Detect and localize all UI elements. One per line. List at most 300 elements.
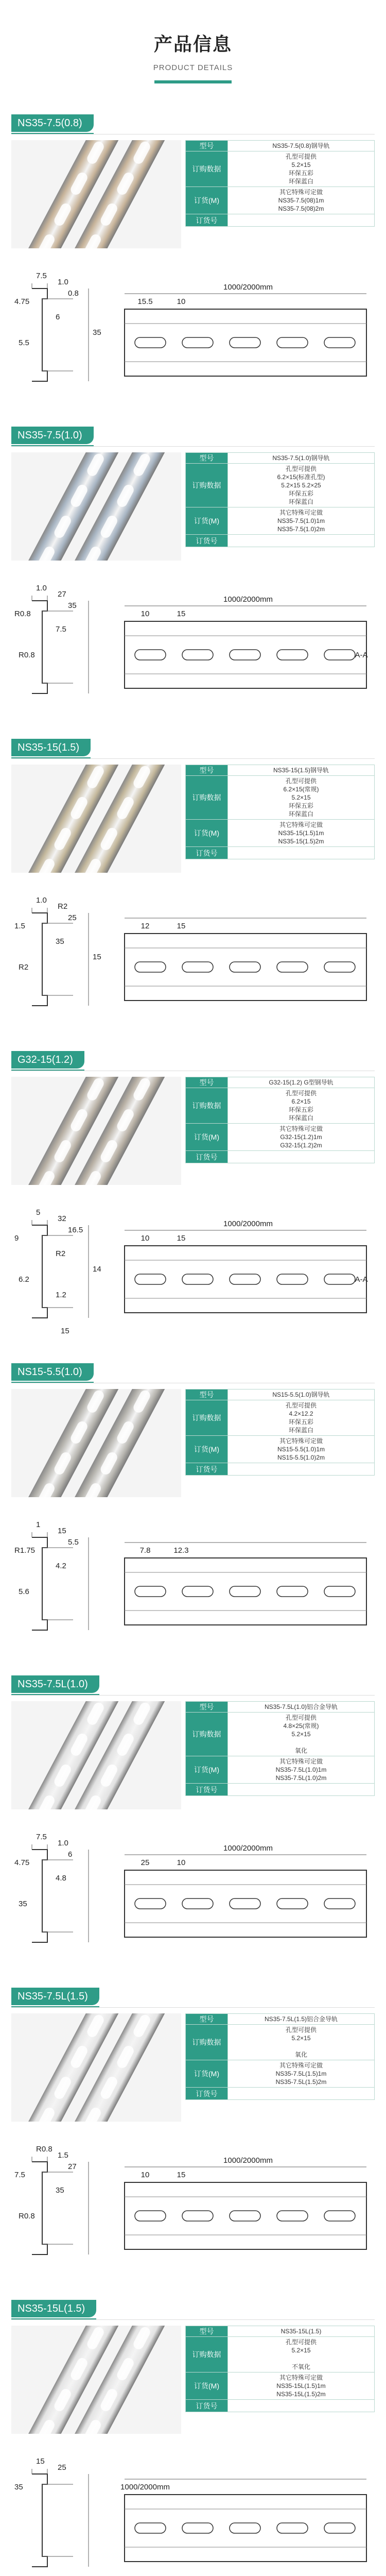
spec-text bbox=[228, 2400, 375, 2412]
plan-drawing bbox=[114, 1824, 375, 1968]
spec-label: 订货(M) bbox=[186, 1756, 228, 1784]
profile-dimension-label: 4.8 bbox=[56, 1874, 66, 1883]
product-section bbox=[0, 1981, 386, 2294]
spec-line: 其它特殊可定做 bbox=[279, 1437, 323, 1445]
spec-line bbox=[230, 2042, 372, 2050]
rail-plan-outline bbox=[125, 621, 366, 688]
spec-line: NS35-7.5L(1.5)1m bbox=[275, 2070, 327, 2077]
profile-outline bbox=[32, 913, 47, 1006]
plan-dimension-label: 1000/2000mm bbox=[120, 2483, 170, 2492]
profile-dimension-label: 14 bbox=[93, 1265, 101, 1274]
profile-dimension-label: 1.2 bbox=[56, 1291, 66, 1299]
rail-slot bbox=[69, 171, 89, 196]
spec-label: 订货号 bbox=[186, 1151, 228, 1163]
profile-dimension-label: 15 bbox=[58, 1527, 66, 1535]
spec-label: 订购数据 bbox=[186, 776, 228, 820]
profile-dimension-label: 35 bbox=[93, 328, 101, 337]
spec-line: 其它特殊可定做 bbox=[279, 509, 323, 516]
spec-label: 订购数据 bbox=[186, 1400, 228, 1436]
spec-label: 订购数据 bbox=[186, 151, 228, 187]
slot-outline bbox=[324, 2523, 355, 2533]
rail-plan-outline bbox=[125, 1558, 366, 1625]
plan-dimension-label: 7.8 bbox=[139, 1546, 151, 1555]
profile-dimension-label: 1.5 bbox=[58, 2151, 68, 2160]
spec-table bbox=[185, 1389, 375, 1476]
dimension-lines bbox=[32, 1844, 73, 1932]
spec-line: 6.2×15(常规) bbox=[283, 786, 319, 793]
rail-slot bbox=[69, 1732, 89, 1757]
slot-outline bbox=[182, 650, 213, 660]
rail-slot bbox=[69, 1107, 89, 1133]
rail-plan-outline bbox=[125, 934, 366, 1001]
rail-slot bbox=[52, 2075, 73, 2100]
product-section bbox=[0, 1045, 386, 1357]
plan-drawing bbox=[114, 263, 375, 407]
rail-slot bbox=[99, 826, 119, 852]
spec-line: 环保蓝白 bbox=[288, 1427, 313, 1434]
spec-value bbox=[228, 1400, 375, 1436]
slot-outline bbox=[135, 1274, 166, 1284]
dimension-lines bbox=[32, 1532, 73, 1620]
profile-dimension-label: 35 bbox=[68, 601, 77, 610]
spec-text bbox=[228, 1463, 375, 1476]
spec-text: NS35-7.5L(1.5)铝合金导轨 bbox=[228, 2014, 375, 2025]
spec-label: 型号 bbox=[186, 1702, 228, 1713]
rail-slot bbox=[132, 1077, 152, 1102]
profile-dimension-label: 5.5 bbox=[68, 1538, 79, 1547]
slot-outline bbox=[135, 1586, 166, 1597]
spec-line: NS35-15(1.5)2m bbox=[278, 838, 324, 845]
spec-value bbox=[228, 1713, 375, 1756]
page-header bbox=[0, 0, 386, 108]
profile-dimension-label: 25 bbox=[68, 913, 77, 922]
profile-dimension-label: 4.75 bbox=[14, 297, 30, 306]
rail-slot bbox=[99, 1138, 119, 1164]
plan-dimension-label: 1000/2000mm bbox=[223, 283, 273, 292]
plan-drawing bbox=[114, 1512, 375, 1656]
rail-slot bbox=[52, 514, 73, 539]
spec-line: 孔型可提供 bbox=[285, 1090, 317, 1097]
profile-dimension-label: R1.75 bbox=[14, 1546, 36, 1555]
rail-slot bbox=[132, 1389, 152, 1414]
slot-outline bbox=[230, 1274, 260, 1284]
spec-line: NS35-7.5(08)2m bbox=[278, 205, 324, 212]
spec-line: 孔型可提供 bbox=[285, 2026, 317, 2033]
rail-slot bbox=[132, 452, 152, 478]
page-title: 产品信息 bbox=[153, 33, 232, 55]
slot-outline bbox=[135, 1899, 166, 1909]
spec-value bbox=[228, 820, 375, 847]
slot-outline bbox=[324, 962, 355, 972]
spec-line: 孔型可提供 bbox=[285, 777, 317, 785]
spec-text bbox=[228, 214, 375, 227]
spec-line: 环保五彩 bbox=[288, 1418, 313, 1426]
profile-dimension-label: 4.2 bbox=[56, 1562, 66, 1570]
spec-line: 氧化 bbox=[294, 2051, 307, 2058]
profile-dimension-label: 7.5 bbox=[56, 625, 66, 634]
spec-line: 孔型可提供 bbox=[285, 153, 317, 160]
spec-line: G32-15(1.2)1m bbox=[280, 1133, 322, 1141]
rail-slot bbox=[115, 795, 135, 821]
dimension-lines bbox=[32, 908, 73, 995]
slot-outline bbox=[324, 337, 355, 348]
section-tag: G32-15(1.2) bbox=[11, 1051, 84, 1069]
spec-label: 订购数据 bbox=[186, 464, 228, 507]
rail-slot bbox=[52, 201, 73, 227]
spec-text: NS35-7.5(1.0)钢导轨 bbox=[228, 453, 375, 464]
profile-dimension-label: 16.5 bbox=[68, 1226, 83, 1234]
rail-slot bbox=[36, 857, 56, 873]
spec-line: 5.2×15 bbox=[291, 2035, 311, 2042]
spec-label: 订货(M) bbox=[186, 187, 228, 214]
spec-table bbox=[185, 1701, 375, 1796]
spec-label: 订货(M) bbox=[186, 820, 228, 847]
profile-dimension-label: R2 bbox=[19, 963, 29, 972]
rail-slot bbox=[82, 2106, 102, 2122]
slot-outline bbox=[230, 650, 260, 660]
rail-plan-outline bbox=[125, 1246, 366, 1313]
profile-dimension-label: 5.6 bbox=[19, 1587, 29, 1596]
rail-slot bbox=[36, 1481, 56, 1497]
spec-line: 孔型可提供 bbox=[285, 1402, 317, 1409]
slot-outline bbox=[230, 962, 260, 972]
rail-slot bbox=[99, 2075, 119, 2100]
profile-dimension-label: 1 bbox=[36, 1520, 41, 1529]
profile-dimension-label: 35 bbox=[56, 937, 64, 946]
plan-dimension-label: 10 bbox=[141, 2171, 150, 2179]
spec-line: NS35-7.5(1.0)1m bbox=[277, 517, 325, 524]
slot-outline bbox=[324, 1274, 355, 1284]
spec-line: 环保蓝白 bbox=[288, 810, 313, 818]
dimension-lines bbox=[32, 283, 73, 371]
rail-slot bbox=[36, 545, 56, 561]
profile-dimension-label: 1.0 bbox=[58, 1839, 68, 1848]
profile-dimension-label: 1.0 bbox=[36, 896, 47, 905]
slot-outline bbox=[230, 1899, 260, 1909]
profile-dimension-label: 15 bbox=[36, 2457, 45, 2466]
rail-slot bbox=[115, 2356, 135, 2382]
rail-slot bbox=[99, 201, 119, 227]
spec-line: 孔型可提供 bbox=[285, 2338, 317, 2346]
spec-line: NS35-7.5L(1.0)2m bbox=[275, 1774, 327, 1782]
spec-line: 孔型可提供 bbox=[285, 1714, 317, 1721]
profile-outline bbox=[32, 1850, 47, 1942]
spec-line: 其它特殊可定做 bbox=[279, 189, 323, 196]
profile-dimension-label: R0.8 bbox=[36, 2145, 52, 2154]
spec-value bbox=[228, 1088, 375, 1124]
spec-label: 型号 bbox=[186, 765, 228, 776]
plan-dimension-label: 10 bbox=[141, 609, 150, 618]
spec-label: 订货(M) bbox=[186, 2372, 228, 2400]
spec-value bbox=[228, 776, 375, 820]
product-photo bbox=[11, 1701, 181, 1809]
profile-drawing bbox=[11, 1824, 109, 1968]
spec-line: 环保五彩 bbox=[288, 170, 313, 177]
rail-slot bbox=[52, 1450, 73, 1476]
spec-line: NS35-15L(1.5)1m bbox=[276, 2382, 326, 2389]
profile-drawing bbox=[11, 575, 109, 719]
profile-dimension-label: 5.5 bbox=[19, 338, 29, 347]
rail-slot bbox=[85, 1701, 106, 1726]
product-sections bbox=[0, 108, 386, 2576]
slot-outline bbox=[324, 2211, 355, 2221]
spec-text bbox=[228, 1784, 375, 1796]
profile-dimension-label: R2 bbox=[58, 902, 68, 911]
slot-outline bbox=[182, 2211, 213, 2221]
spec-line: 环保五彩 bbox=[288, 1106, 313, 1113]
rail-slot bbox=[52, 826, 73, 852]
plan-dimension-label: 10 bbox=[177, 1858, 186, 1867]
product-photo bbox=[11, 140, 181, 248]
profile-dimension-label: 6 bbox=[56, 313, 60, 321]
profile-drawing bbox=[11, 887, 109, 1031]
spec-line: 5.2×15 bbox=[291, 161, 311, 168]
spec-value bbox=[228, 151, 375, 187]
rail-slot bbox=[85, 452, 106, 478]
profile-outline bbox=[32, 2162, 47, 2255]
slot-outline bbox=[135, 962, 166, 972]
spec-table bbox=[185, 2013, 375, 2100]
profile-dimension-label: 1.5 bbox=[14, 922, 25, 930]
profile-drawing bbox=[11, 2136, 109, 2280]
rail-slot bbox=[132, 2013, 152, 2039]
slot-outline bbox=[182, 2523, 213, 2533]
rail-slot bbox=[132, 2326, 152, 2351]
profile-dimension-label: 7.5 bbox=[14, 2171, 25, 2179]
spec-line: 5.2×15 bbox=[291, 2347, 311, 2354]
rail-slot bbox=[99, 1450, 119, 1476]
spec-label: 订货号 bbox=[186, 535, 228, 547]
slot-outline bbox=[135, 337, 166, 348]
section-tag: NS15-5.5(1.0) bbox=[11, 1363, 94, 1381]
profile-dimension-label: 6.2 bbox=[19, 1275, 29, 1284]
spec-value bbox=[228, 464, 375, 507]
spec-value bbox=[228, 2337, 375, 2372]
slot-outline bbox=[277, 2211, 308, 2221]
slot-outline bbox=[277, 650, 308, 660]
rail-slot bbox=[115, 483, 135, 509]
profile-drawing bbox=[11, 1512, 109, 1656]
spec-table bbox=[185, 452, 375, 547]
section-divider bbox=[11, 2007, 375, 2008]
profile-dimension-label: 35 bbox=[19, 1900, 27, 1908]
spec-line: NS15-5.5(1.0)2m bbox=[277, 1454, 325, 1461]
rail-slot bbox=[82, 1169, 102, 1185]
plan-dimension-label: 15 bbox=[177, 609, 186, 618]
rail-slot bbox=[85, 2326, 106, 2351]
spec-label: 型号 bbox=[186, 1389, 228, 1400]
spec-text: NS35-15L(1.5) bbox=[228, 2326, 375, 2337]
slot-outline bbox=[277, 1899, 308, 1909]
plan-dimension-label: A-A bbox=[355, 651, 368, 659]
profile-dimension-label: 25 bbox=[58, 2463, 66, 2472]
profile-dimension-label: 1.0 bbox=[36, 584, 47, 592]
spec-text bbox=[228, 2088, 375, 2100]
profile-dimension-label: 4.75 bbox=[14, 1858, 30, 1867]
spec-line: 其它特殊可定做 bbox=[279, 821, 323, 828]
profile-dimension-label: 27 bbox=[68, 2162, 77, 2171]
plan-dimension-label: 15 bbox=[177, 2171, 186, 2179]
plan-dimension-label: 25 bbox=[141, 1858, 150, 1867]
spec-text bbox=[228, 535, 375, 547]
profile-outline bbox=[32, 601, 47, 693]
rail-slot bbox=[52, 2387, 73, 2413]
rail-slot bbox=[52, 1762, 73, 1788]
spec-line: 5.2×15 bbox=[291, 1731, 311, 1738]
spec-label: 型号 bbox=[186, 453, 228, 464]
spec-label: 订货(M) bbox=[186, 1436, 228, 1463]
slot-outline bbox=[182, 1586, 213, 1597]
product-photo bbox=[11, 765, 181, 873]
spec-label: 订货号 bbox=[186, 1784, 228, 1796]
spec-line: 6.2×15(标准孔型) bbox=[277, 473, 325, 481]
slot-outline bbox=[277, 2523, 308, 2533]
dimension-lines bbox=[32, 2469, 73, 2556]
spec-label: 订购数据 bbox=[186, 2337, 228, 2372]
spec-line: 孔型可提供 bbox=[285, 465, 317, 472]
spec-line: NS35-7.5L(1.5)2m bbox=[275, 2078, 327, 2086]
spec-table bbox=[185, 1077, 375, 1163]
slot-outline bbox=[135, 2523, 166, 2533]
spec-table bbox=[185, 765, 375, 859]
rail-slot bbox=[115, 2044, 135, 2070]
product-section bbox=[0, 2294, 386, 2576]
rail-slot bbox=[36, 232, 56, 248]
spec-value bbox=[228, 1124, 375, 1151]
product-photo bbox=[11, 452, 181, 561]
rail-slot bbox=[82, 857, 102, 873]
slot-outline bbox=[135, 2211, 166, 2221]
slot-outline bbox=[277, 1274, 308, 1284]
slot-outline bbox=[230, 337, 260, 348]
spec-label: 型号 bbox=[186, 2014, 228, 2025]
profile-dimension-label: R2 bbox=[56, 1249, 66, 1258]
spec-label: 订货号 bbox=[186, 2088, 228, 2100]
spec-label: 型号 bbox=[186, 2326, 228, 2337]
title-underline bbox=[154, 80, 232, 83]
spec-line: NS35-7.5(1.0)2m bbox=[277, 526, 325, 533]
spec-text bbox=[228, 847, 375, 859]
profile-dimension-label: 5 bbox=[36, 1208, 41, 1217]
spec-text: NS35-7.5L(1.0)铝合金导轨 bbox=[228, 1702, 375, 1713]
rail-slot bbox=[132, 765, 152, 790]
product-photo bbox=[11, 2013, 181, 2122]
profile-dimension-label: R0.8 bbox=[14, 609, 31, 618]
spec-line: NS15-5.5(1.0)1m bbox=[277, 1446, 325, 1453]
slot-outline bbox=[277, 337, 308, 348]
plan-dimension-label: 12.3 bbox=[173, 1546, 189, 1555]
section-tag: NS35-7.5(0.8) bbox=[11, 114, 94, 132]
slot-outline bbox=[182, 1274, 213, 1284]
spec-label: 订货(M) bbox=[186, 1124, 228, 1151]
profile-dimension-label: R0.8 bbox=[19, 2212, 35, 2221]
spec-line bbox=[230, 2354, 372, 2363]
profile-dimension-label: 6 bbox=[68, 1850, 73, 1859]
plan-drawing bbox=[114, 1199, 375, 1344]
spec-line: 氧化 bbox=[294, 1747, 307, 1754]
rail-slot bbox=[69, 795, 89, 821]
plan-dimension-label: 1000/2000mm bbox=[223, 2156, 273, 2165]
spec-text: G32-15(1.2) G型钢导轨 bbox=[228, 1077, 375, 1088]
plan-drawing bbox=[114, 2448, 375, 2576]
spec-line: NS35-15L(1.5)2m bbox=[276, 2391, 326, 2398]
profile-dimension-label: 9 bbox=[14, 1234, 19, 1243]
spec-label: 订货号 bbox=[186, 1463, 228, 1476]
section-divider bbox=[11, 1695, 375, 1696]
section-divider bbox=[11, 2319, 375, 2320]
spec-label: 订货(M) bbox=[186, 507, 228, 535]
plan-dimension-label: 1000/2000mm bbox=[223, 1219, 273, 1228]
rail-slot bbox=[36, 2106, 56, 2122]
spec-line: NS35-7.5(08)1m bbox=[278, 197, 324, 204]
profile-dimension-label: 15 bbox=[93, 953, 101, 961]
rail-slot bbox=[82, 232, 102, 248]
profile-drawing bbox=[11, 1199, 109, 1344]
spec-line: 其它特殊可定做 bbox=[279, 2374, 323, 2381]
rail-slot bbox=[82, 2418, 102, 2434]
rail-slot bbox=[99, 2387, 119, 2413]
profile-drawing bbox=[11, 263, 109, 407]
spec-line: 其它特殊可定做 bbox=[279, 2062, 323, 2069]
section-divider bbox=[11, 758, 375, 759]
section-tag: NS35-7.5L(1.5) bbox=[11, 1988, 99, 2005]
plan-dimension-label: 1000/2000mm bbox=[223, 1844, 273, 1853]
spec-value bbox=[228, 2372, 375, 2400]
product-section bbox=[0, 733, 386, 1045]
rail-slot bbox=[85, 2013, 106, 2039]
rail-slot bbox=[99, 514, 119, 539]
spec-label: 订货号 bbox=[186, 2400, 228, 2412]
rail-slot bbox=[99, 1762, 119, 1788]
rail-slot bbox=[69, 1419, 89, 1445]
spec-table bbox=[185, 140, 375, 227]
slot-outline bbox=[324, 1586, 355, 1597]
spec-text: NS15-5.5(1.0)钢导轨 bbox=[228, 1389, 375, 1400]
plan-dimension-label: 1000/2000mm bbox=[223, 595, 273, 604]
slot-outline bbox=[324, 650, 355, 660]
spec-line: 环保蓝白 bbox=[288, 498, 313, 505]
spec-label: 订购数据 bbox=[186, 1713, 228, 1756]
profile-dimension-label: 7.5 bbox=[36, 1833, 47, 1841]
rail-slot bbox=[82, 1481, 102, 1497]
spec-line: 其它特殊可定做 bbox=[279, 1758, 323, 1765]
spec-line: 4.2×12.2 bbox=[289, 1410, 313, 1417]
spec-table bbox=[185, 2326, 375, 2412]
slot-outline bbox=[182, 1899, 213, 1909]
slot-outline bbox=[277, 962, 308, 972]
slot-outline bbox=[230, 2211, 260, 2221]
spec-value bbox=[228, 1436, 375, 1463]
profile-outline bbox=[32, 2474, 47, 2567]
spec-label: 型号 bbox=[186, 1077, 228, 1088]
rail-slot bbox=[36, 2418, 56, 2434]
rail-slot bbox=[85, 1389, 106, 1414]
rail-slot bbox=[115, 1732, 135, 1757]
plan-dimension-label: 15 bbox=[177, 1234, 186, 1243]
plan-dimension-label: A-A bbox=[355, 1275, 368, 1284]
slot-outline bbox=[230, 1586, 260, 1597]
spec-label: 订货号 bbox=[186, 214, 228, 227]
spec-label: 型号 bbox=[186, 141, 228, 151]
rail-slot bbox=[82, 545, 102, 561]
rail-slot bbox=[69, 483, 89, 509]
spec-line: 环保五彩 bbox=[288, 490, 313, 497]
spec-text: NS35-15(1.5)钢导轨 bbox=[228, 765, 375, 776]
profile-dimension-label: 32 bbox=[58, 1214, 66, 1223]
spec-label: 订货(M) bbox=[186, 2060, 228, 2088]
slot-outline bbox=[135, 650, 166, 660]
profile-dimension-label: R0.8 bbox=[19, 651, 35, 659]
